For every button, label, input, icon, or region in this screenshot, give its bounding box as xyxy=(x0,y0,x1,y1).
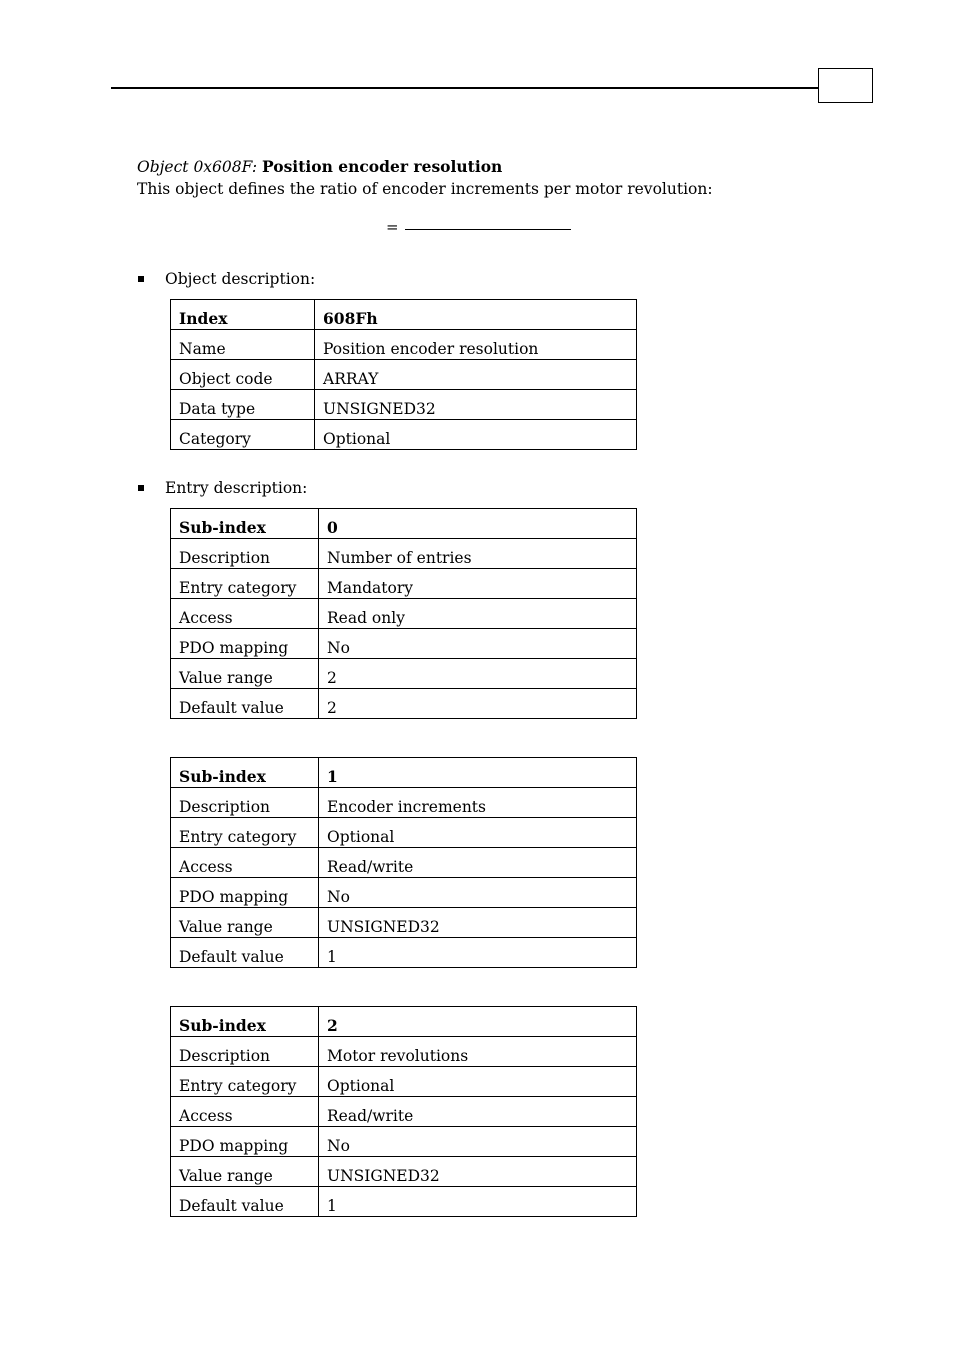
row-key: Description xyxy=(171,539,319,569)
entry-description-label: Entry description: xyxy=(165,479,308,497)
entry-table-subindex-0 xyxy=(170,508,637,719)
formula-fraction-line xyxy=(405,229,571,230)
row-value: 2 xyxy=(319,1007,637,1037)
table-row xyxy=(171,788,637,818)
row-value: 2 xyxy=(319,689,637,719)
table-row xyxy=(171,659,637,689)
row-value: Optional xyxy=(315,420,637,450)
table-row xyxy=(171,539,637,569)
row-key: PDO mapping xyxy=(171,1127,319,1157)
row-value: No xyxy=(319,629,637,659)
formula-equals: = xyxy=(386,218,399,236)
section-heading xyxy=(137,157,502,177)
table-row xyxy=(171,360,637,390)
row-value: ARRAY xyxy=(315,360,637,390)
row-value: Read/write xyxy=(319,1097,637,1127)
row-key: Description xyxy=(171,788,319,818)
row-value: UNSIGNED32 xyxy=(319,908,637,938)
table-row xyxy=(171,420,637,450)
row-value: Optional xyxy=(319,818,637,848)
row-value: 1 xyxy=(319,1187,637,1217)
row-value: 1 xyxy=(319,758,637,788)
row-value: Number of entries xyxy=(319,539,637,569)
bullet-square-icon xyxy=(138,485,144,491)
row-key: Name xyxy=(171,330,315,360)
row-value: Read/write xyxy=(319,848,637,878)
header-rule xyxy=(111,87,819,89)
intro-text: This object defines the ratio of encoder increments per motor revolution: xyxy=(137,180,713,198)
table-row xyxy=(171,509,637,539)
row-value: Position encoder resolution xyxy=(315,330,637,360)
row-value: 1 xyxy=(319,938,637,968)
table-row xyxy=(171,300,637,330)
row-value: UNSIGNED32 xyxy=(319,1157,637,1187)
row-key: PDO mapping xyxy=(171,629,319,659)
table-row xyxy=(171,1127,637,1157)
row-key: Description xyxy=(171,1037,319,1067)
table-row xyxy=(171,1157,637,1187)
row-key: Entry category xyxy=(171,818,319,848)
object-description-table xyxy=(170,299,637,450)
row-key: Default value xyxy=(171,938,319,968)
table-row xyxy=(171,1037,637,1067)
table-row xyxy=(171,908,637,938)
row-value: Read only xyxy=(319,599,637,629)
row-key: Sub-index xyxy=(171,758,319,788)
row-key: Default value xyxy=(171,1187,319,1217)
row-value: 608Fh xyxy=(315,300,637,330)
object-id: Object 0x608F: xyxy=(137,158,258,176)
object-title: Position encoder resolution xyxy=(262,157,503,176)
row-value: No xyxy=(319,1127,637,1157)
table-row xyxy=(171,330,637,360)
row-key: Access xyxy=(171,1097,319,1127)
table-row xyxy=(171,1007,637,1037)
row-value: 0 xyxy=(319,509,637,539)
table-row xyxy=(171,1187,637,1217)
row-key: Entry category xyxy=(171,1067,319,1097)
table-row xyxy=(171,599,637,629)
row-key: Access xyxy=(171,848,319,878)
table-row xyxy=(171,848,637,878)
row-key: Data type xyxy=(171,390,315,420)
table-row xyxy=(171,818,637,848)
row-key: Access xyxy=(171,599,319,629)
table-row xyxy=(171,938,637,968)
row-key: Category xyxy=(171,420,315,450)
table-row xyxy=(171,569,637,599)
table-row xyxy=(171,629,637,659)
row-key: Object code xyxy=(171,360,315,390)
bullet-square-icon xyxy=(138,276,144,282)
table-row xyxy=(171,689,637,719)
table-row xyxy=(171,1067,637,1097)
entry-table-subindex-2 xyxy=(170,1006,637,1217)
row-value: Encoder increments xyxy=(319,788,637,818)
row-value: Mandatory xyxy=(319,569,637,599)
row-value: 2 xyxy=(319,659,637,689)
row-value: Optional xyxy=(319,1067,637,1097)
row-key: Value range xyxy=(171,908,319,938)
table-row xyxy=(171,758,637,788)
row-key: Sub-index xyxy=(171,509,319,539)
entry-table-subindex-1 xyxy=(170,757,637,968)
row-key: Value range xyxy=(171,659,319,689)
table-row xyxy=(171,878,637,908)
row-key: Index xyxy=(171,300,315,330)
row-value: Motor revolutions xyxy=(319,1037,637,1067)
page-number-box xyxy=(818,68,873,103)
row-key: Sub-index xyxy=(171,1007,319,1037)
object-description-label: Object description: xyxy=(165,270,316,288)
table-row xyxy=(171,390,637,420)
row-value: UNSIGNED32 xyxy=(315,390,637,420)
row-value: No xyxy=(319,878,637,908)
row-key: Value range xyxy=(171,1157,319,1187)
row-key: Default value xyxy=(171,689,319,719)
row-key: PDO mapping xyxy=(171,878,319,908)
table-row xyxy=(171,1097,637,1127)
row-key: Entry category xyxy=(171,569,319,599)
